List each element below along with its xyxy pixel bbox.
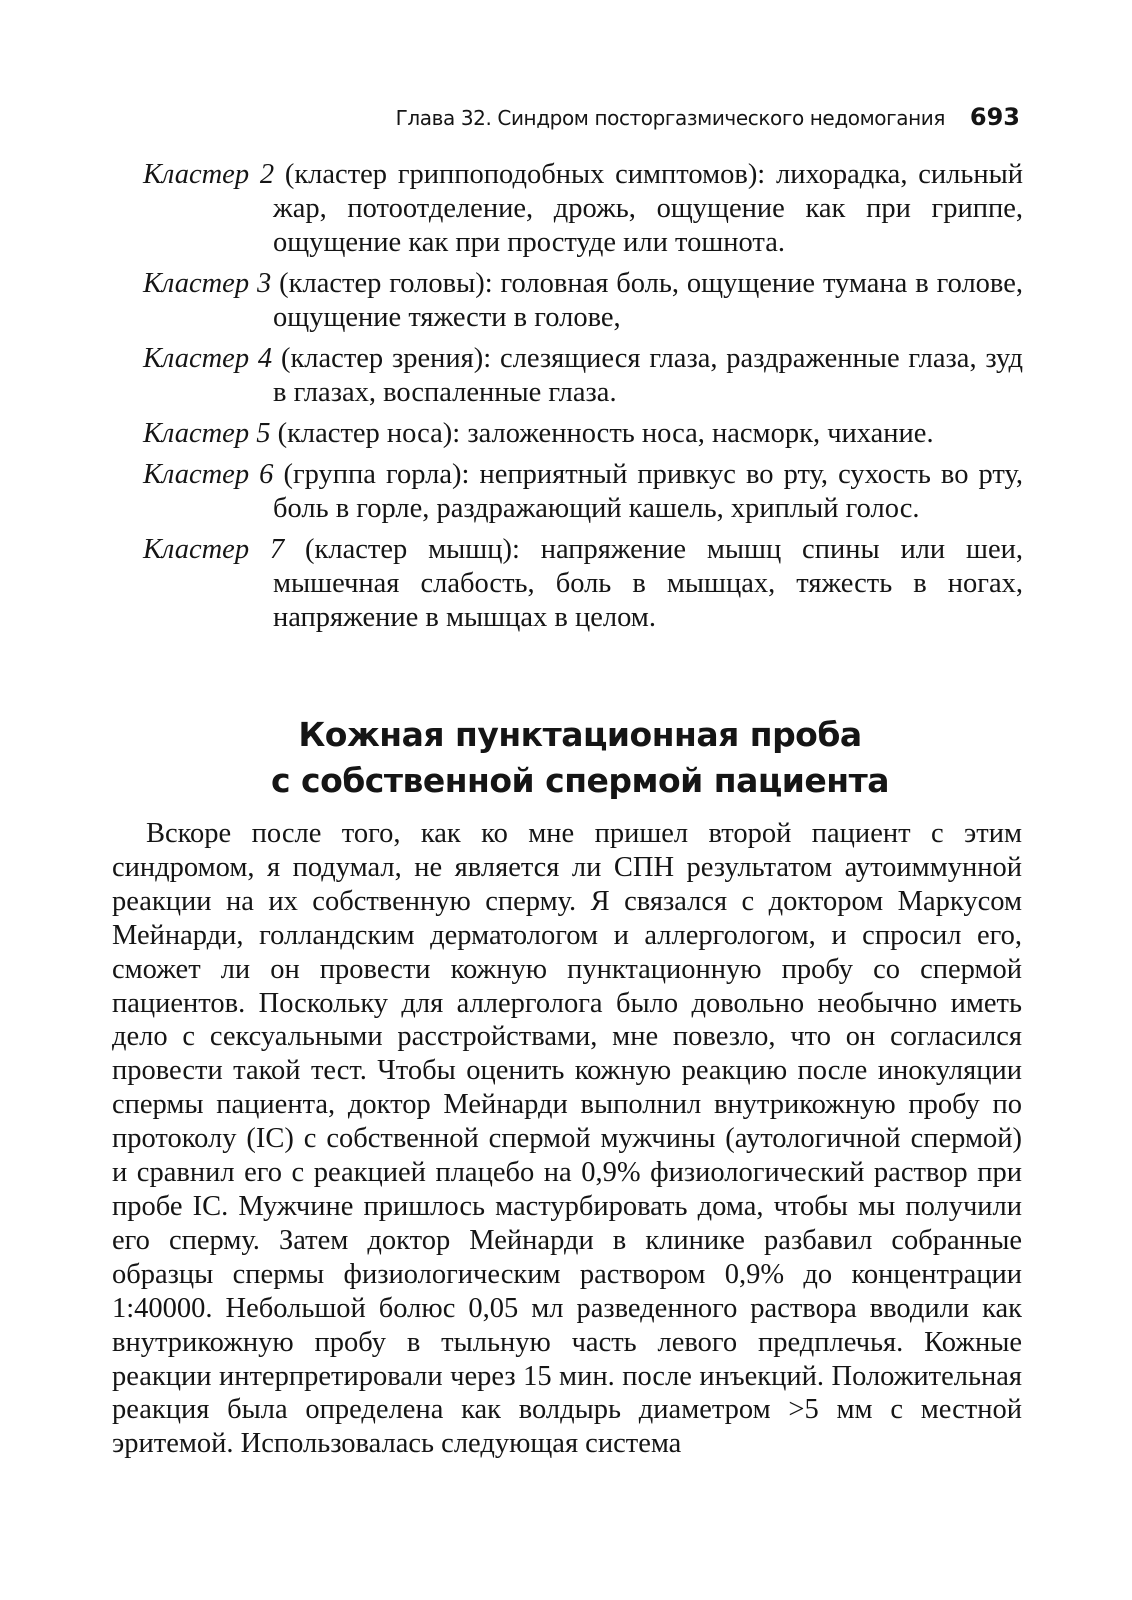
cluster-label: Кластер 2 — [143, 159, 275, 190]
section-heading-line-1: Кожная пунктационная проба — [298, 715, 862, 754]
running-title: Глава 32. Синдром посторгазмического недомогания — [395, 106, 945, 130]
section-heading-line-2: с собственной спермой пациента — [270, 761, 889, 800]
cluster-label: Кластер 6 — [143, 459, 274, 490]
cluster-label: Кластер 5 — [143, 418, 271, 449]
cluster-text: (кластер гриппоподобных симптомов): лихорадка, сильный жар, потоотделение, дрожь, ощущение как при гриппе, ощущение как при простуде или тошнота. — [273, 159, 1023, 258]
cluster-item-2 — [143, 158, 1023, 260]
cluster-item-6 — [143, 458, 1023, 526]
body-paragraph: Вскоре после того, как ко мне пришел второй пациент с этим синдромом, я подумал, не является ли СПН результатом аутоиммунной реакции на их собственную сперму. Я связался с доктором Маркусом Мейнарди, голландским дерматологом и аллергологом, и спросил его, сможет ли он провести кожную пунктационную пробу со спермой пациентов. Поскольку для аллерголога было довольно необычно иметь дело с сексуальными расстройствами, мне повезло, что он согласился провести такой тест. Чтобы оценить кожную реакцию после инокуляции спермы пациента, доктор Мейнарди выполнил внутрикожную пробу по протоколу (IC) с собственной спермой мужчины (аутологичной спермой) и сравнил его с реакцией плацебо на 0,9% физиологический раствор при пробе IC. Мужчине пришлось мастурбировать дома, чтобы мы получили его сперму. Затем доктор Мейнарди в клинике разбавил собранные образцы спермы физиологическим раствором 0,9% до концентрации 1:40000. Небольшой болюс 0,05 мл разведенного раствора вводили как внутрикожную пробу в тыльную часть левого предплечья. Кожные реакции интерпретировали через 15 мин. после инъекций. Положительная реакция была определена как волдырь диаметром >5 мм с местной эритемой. Использовалась следующая система — [112, 818, 1022, 1460]
cluster-item-3 — [143, 267, 1023, 335]
cluster-label: Кластер 7 — [143, 534, 285, 565]
cluster-text: (кластер головы): головная боль, ощущение тумана в голове, ощущение тяжести в голове, — [271, 268, 1023, 333]
cluster-label: Кластер 4 — [143, 343, 273, 374]
cluster-text: (кластер зрения): слезящиеся глаза, раздраженные глаза, зуд в глазах, воспаленные глаза. — [272, 343, 1023, 408]
cluster-item-5 — [143, 417, 1023, 451]
page-number: 693 — [969, 103, 1020, 131]
cluster-list — [143, 158, 1023, 642]
cluster-item-4 — [143, 342, 1023, 410]
section-heading — [130, 712, 1030, 804]
running-header — [0, 104, 1132, 134]
cluster-label: Кластер 3 — [143, 268, 272, 299]
cluster-item-7 — [143, 533, 1023, 635]
cluster-text: (кластер носа): заложенность носа, насморк, чихание. — [270, 418, 934, 449]
cluster-text: (группа горла): неприятный привкус во рту, сухость во рту, боль в горле, раздражающий кашель, хриплый голос. — [273, 459, 1023, 524]
cluster-text: (кластер мышц): напряжение мышц спины или шеи, мышечная слабость, боль в мышцах, тяжесть в ногах, напряжение в мышцах в целом. — [273, 534, 1023, 633]
